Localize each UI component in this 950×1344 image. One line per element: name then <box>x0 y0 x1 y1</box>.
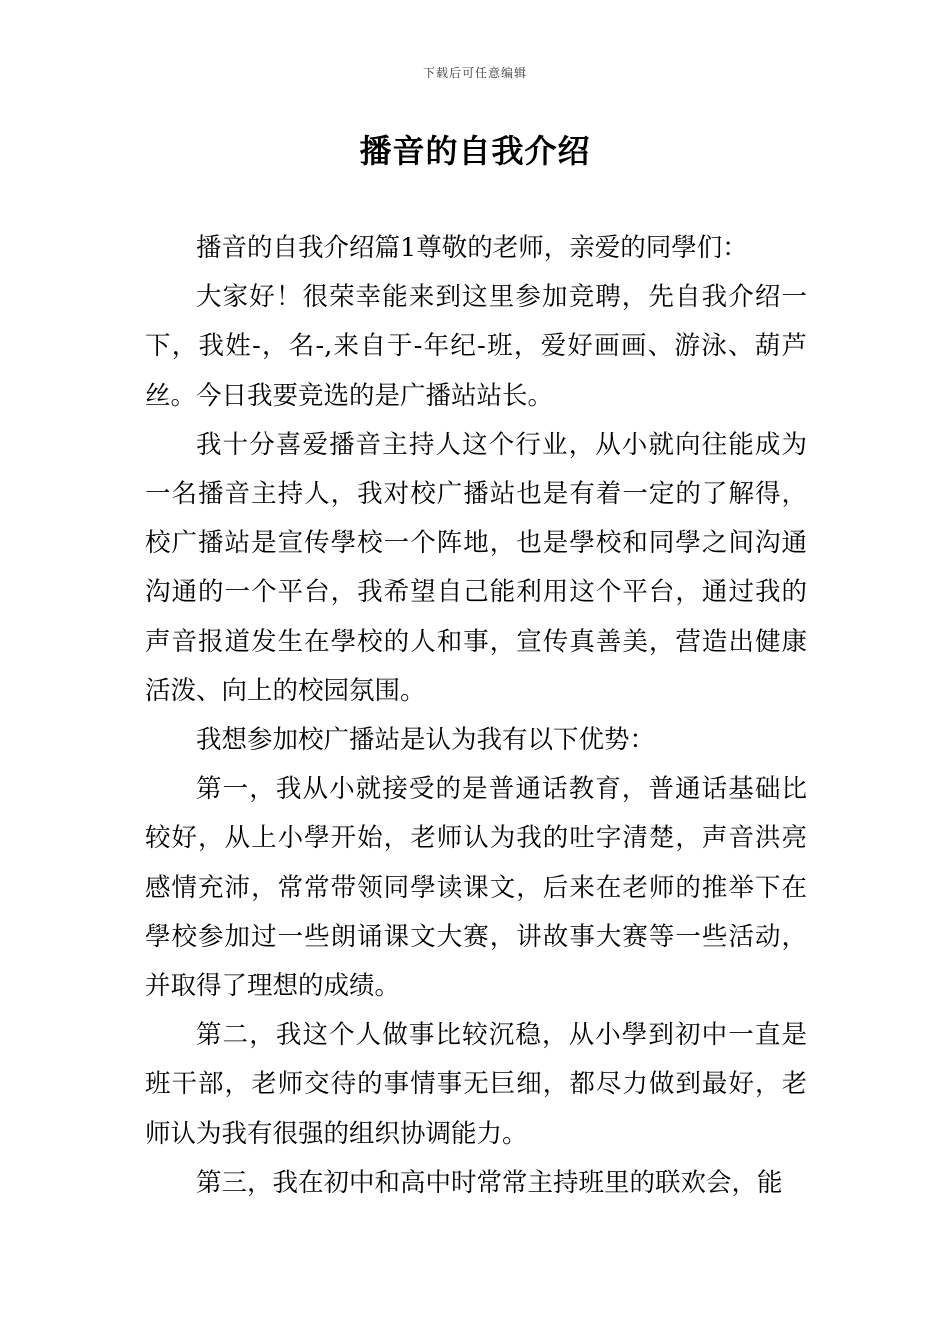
paragraph: 我想参加校广播站是认为我有以下优势： <box>196 725 656 756</box>
paragraph: 第一，我从小就接受的是普通话教育，普通话基础比较好，从上小學开始，老师认为我的吐字清楚，声音洪亮感情充沛，常常带领同學读课文，后来在老师的推举下在學校参加过一些朗诵课文大赛，讲故事大赛等一些活动，并取得了理想的成绩。 <box>145 774 807 1002</box>
paragraph: 大家好！很荣幸能来到这里参加竞聘，先自我介绍一下，我姓-，名-,来自于-年纪-班，爱好画画、游泳、葫芦丝。今日我要竞选的是广播站站长。 <box>145 282 807 411</box>
header-note: 下载后可任意编辑 <box>422 66 527 80</box>
document-body <box>145 224 807 1208</box>
paragraph: 第三，我在初中和高中时常常主持班里的联欢会，能 <box>196 1167 783 1198</box>
document-title: 播音的自我介绍 <box>359 132 591 170</box>
paragraph: 第二，我这个人做事比较沉稳，从小學到初中一直是班干部，老师交待的事情事无巨细，都尽力做到最好，老师认为我有很强的组织协调能力。 <box>145 1020 807 1149</box>
paragraph: 播音的自我介绍篇1尊敬的老师，亲爱的同學们： <box>196 233 748 263</box>
paragraph: 我十分喜爱播音主持人这个行业，从小就向往能成为一名播音主持人，我对校广播站也是有着一定的了解得，校广播站是宣传學校一个阵地，也是學校和同學之间沟通沟通的一个平台，我希望自己能利用这个平台，通过我的声音报道发生在學校的人和事，宣传真善美，营造出健康活泼、向上的校园氛围。 <box>145 429 807 706</box>
